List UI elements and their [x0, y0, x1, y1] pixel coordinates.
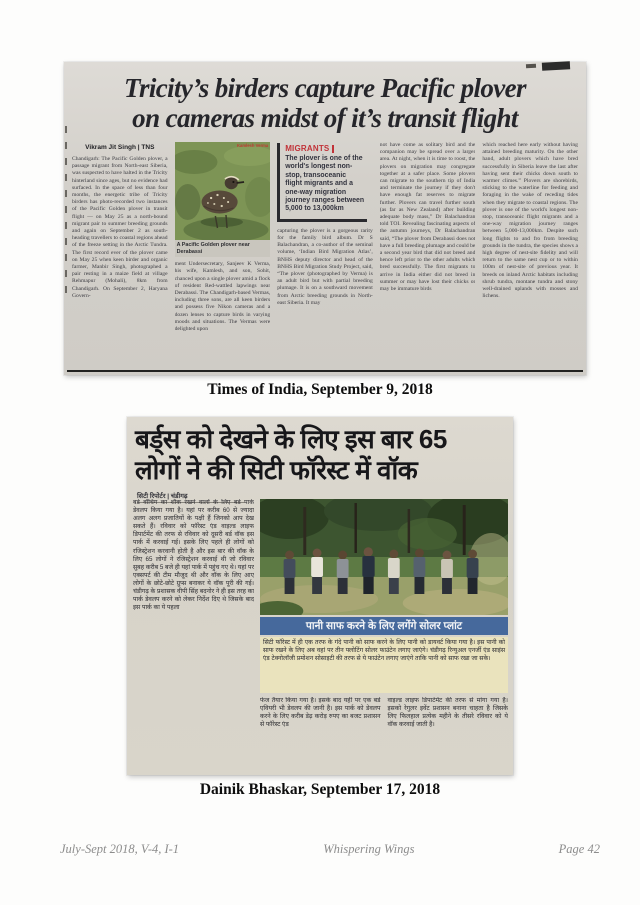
toi-headline-line1: Tricity’s birders capture Pacific plover — [124, 73, 526, 103]
toi-source-caption: Times of India, September 9, 2018 — [207, 381, 433, 398]
bhaskar-source-caption: Dainik Bhaskar, September 17, 2018 — [199, 781, 441, 798]
toi-column-2 — [175, 142, 271, 365]
toi-column-5-text: which reached here early without having attained breeding maturity. On the other hand, adult plovers which have bred successfully in Siberia leave the last after having sent their chicks down south to warmer climes.” Plovers are shorebirds, sticking to the waterline for feeding and foraging in the wake of receding tides when they migrate to coastal regions. The plover is one of the world's longest non-stop, transoceanic flight migrants and a one-way migration journey ranges between 5,000-13,000km. Despite such long flights to and fro from breeding grounds in the tundra, the species shows a high degree of nest-site fidelity and will return to the same nest cup or to within 100m of nest-site of previous year. It breeds on inland Arctic habitats including shrub tundra, montane tundra and stony well-drained uplands with mosses and lichens. — [482, 142, 578, 300]
bhaskar-right-area — [260, 499, 508, 767]
torn-paper-mark-small — [526, 64, 536, 69]
plover-photo-art — [175, 142, 271, 240]
plover-photo-caption: A Pacific Golden plover near Derabassi — [175, 240, 271, 257]
toi-column-3-text: capturing the plover is a gorgeous rarity for the family bird album. Dr S Balachandran, a co-author of the seminal volume, ‘Indian Bird Migration Atlas’, BNHS deputy director and head of the BNHS Bird Migration Study Project, said, “The plover (photographed by Verma) is an adult bird but with partial breeding plumage. It is on a southward movement from Arctic breeding grounds in North-east Siberia. It may — [277, 227, 373, 306]
group-photo-art — [260, 499, 508, 615]
toi-column-4 — [380, 142, 476, 365]
toi-column-2-text: ment Undersecretary, Sanjeev K Verma, his wife, Kamlesh, and son, Sohit, chanced upon a single plover amid a flock of resident Red-wattled lapwings near Derabassi. The Chandigarh-based Vermas, including three sons, are all keen birders and possess five Nikon cameras and a dozen lenses to capture birds in varying moods and situations. The Vermas were delighted upon — [174, 261, 271, 333]
solar-plant-subheadline: पानी साफ करने के लिए लगेंगे सोलर प्लांट — [260, 617, 508, 635]
bhaskar-left-column: बर्ड वॉचिंग का शौक रखने वालों के लिए बर्ड पार्क डेवलप किया गया है। यहां पर करीब 60 से ज्यादा अलग अलग प्रजातियों के पक्षी हैं जिनको आप देख सकते हैं। रविवार को फॉरेस्ट एंड वाइल्ड लाइफ डिपार्टमेंट की तरफ से रविवार को दूसरी बर्ड वॉक इस पार्क में करवाई गई। इसके लिए पहले ही लोगों को रजिस्ट्रेशन करवानी होती है और इस बार की वॉक के लिए 65 लोगों ने रजिस्ट्रेशन करवाई थी जो रविवार सुबह करीब 5 बजे ही यहां पार्क में पहुंच गए थे। यहां पर एक्सपर्ट की टीम मौजूद थी और वॉक के लिए आए लोगों के छोटे-छोटे ग्रुप्स बनाकर ये वॉक पूरी की गई। चंडीगढ़ के प्रशासक वीपी सिंह बदनोर ने ही इस तरह का पार्क डेवलप करने को लेकर निर्देश दिए थे जिसके बाद इस पार्क का ये पहला — [133, 499, 254, 612]
toi-headline-line2: on cameras midst of it’s transit flight — [132, 103, 518, 133]
toi-column-1-text: Chandigarh: The Pacific Golden plover, a passage migrant from North-east Siberia, was suspected to have halted in the Tricity hinterland since ages, but no evidence had surfaced. In the space of less than four months, the energetic tribe of Tricity birders has photo-recorded two instances of the Pacific Golden plover in transit flight — on May 25 as a north-bound migrant pair to summer breeding grounds and again on September 2 as south-heading travellers to coastal regions ahead of the freeze setting in the Arctic Tundra. The first record ever of the plover came on May 25 when keen birder and organic farmer, Manbir Singh, photographed a pair resting in a maize field at village Rehmapur (Mohali), 8km from Chandigarh. On September 2, Haryana Govern- — [72, 156, 168, 299]
footer-issue: July-Sept 2018, V-4, I-1 — [60, 842, 180, 856]
clipping-bottom-rule — [67, 370, 583, 372]
footer-page-number: Page 42 — [558, 842, 600, 856]
toi-column-1 — [72, 142, 168, 365]
photo-credit: Kamlesh Verma — [236, 143, 269, 148]
bhaskar-bottom-columns — [260, 697, 508, 768]
migrants-heading — [285, 144, 365, 153]
bhaskar-headline-line2: लोगों ने की सिटी फॉरेस्ट में वॉक — [135, 455, 418, 485]
bhaskar-headline-line1: बर्ड्स को देखने के लिए इस बार 65 — [135, 424, 447, 454]
footer-newsletter-title: Whispering Wings — [323, 842, 415, 856]
group-photo — [260, 499, 508, 615]
toi-column-4-text: not have come as solitary bird and the companion may be spread over a larger area. At night, when it is time to roost, the plovers on migration may congregate together at a safer place. Some plovers can migrate to the southern tip of India and terminate the journey if they don't have enough fat reserves to migrate further. Plovers can travel further south (as far as New Zealand) after building adequate body mass,” Dr Balachandran told TOI. Revealing fascinating aspects of the autumn journeys, Dr Balachandran said, “The plover from Derabassi does not have a full breeding plumage and could be a second year bird that did not breed and hence left prior to the other adults which bred successfully. The first migrants to arrive in India either did not breed in summer or may have lost their chicks or may be immature birds — [379, 142, 476, 293]
migrants-red-bar — [332, 145, 334, 153]
page-footer — [60, 842, 600, 857]
bhaskar-highlight-paragraph: सिटी फॉरेस्ट में ही एक तरफ के गंदे पानी को साफ करने के लिए पानी को डायवर्ट किया गया है। इस पानी को साफ रखने के लिए अब वहां पर तीन फ्लोटिंग सोलर फाउंटेन लगाए जाएंगे। चंडीगढ़ रिन्युअल एनर्जी एंड साइंस एंड टेक्नोलॉजी प्रमोशन सोसाइटी की तरफ से ये फाउंटेन लगाए जाएंगे ताकि पानी को साफ रखा जा सके। — [260, 637, 508, 693]
bhaskar-clipping — [127, 417, 513, 775]
bhaskar-bottom-column-1: फेज तैयार किया गया है। इसके बाद यहीं पर एक बर्ड एवियरी भी डेवलप की जानी है। इस पार्क को डेवलप करने के लिए करीब डेढ़ करोड़ रुपए का बजट प्रशासन से फॉरेस्ट एंड — [260, 696, 381, 728]
bhaskar-bottom-column-2: वाइल्ड लाइफ डिपार्टमेंट की तरफ से मांगा गया है। इसको रेगुलर इवेंट प्रशासन बनाना चाहता है जिसके लिए फिलहाल प्रत्येक महीने के तीसरे रविवार को ये वॉक करवाई जाती है। — [387, 696, 508, 728]
clipping-edge-marks — [65, 126, 67, 296]
torn-paper-mark — [542, 61, 570, 70]
migrants-label: MIGRANTS — [285, 144, 330, 153]
migrants-callout — [277, 143, 367, 222]
plover-photo — [175, 142, 271, 240]
toi-column-3 — [277, 142, 373, 365]
toi-column-5 — [482, 142, 578, 365]
bhaskar-byline: सिटी रिपोर्टर | चंडीगढ़ — [137, 491, 245, 503]
toi-byline: Vikram Jit Singh | TNS — [85, 144, 155, 151]
migrants-summary: The plover is one of the world's longest non-stop, transoceanic flight migrants and a one-way migration journey ranges between 5,000 to 13,000km — [285, 155, 365, 213]
bhaskar-article-body — [133, 499, 508, 767]
bhaskar-headline — [135, 424, 505, 486]
toi-clipping — [64, 62, 586, 375]
toi-article-columns — [72, 142, 578, 365]
toi-headline — [72, 73, 578, 133]
